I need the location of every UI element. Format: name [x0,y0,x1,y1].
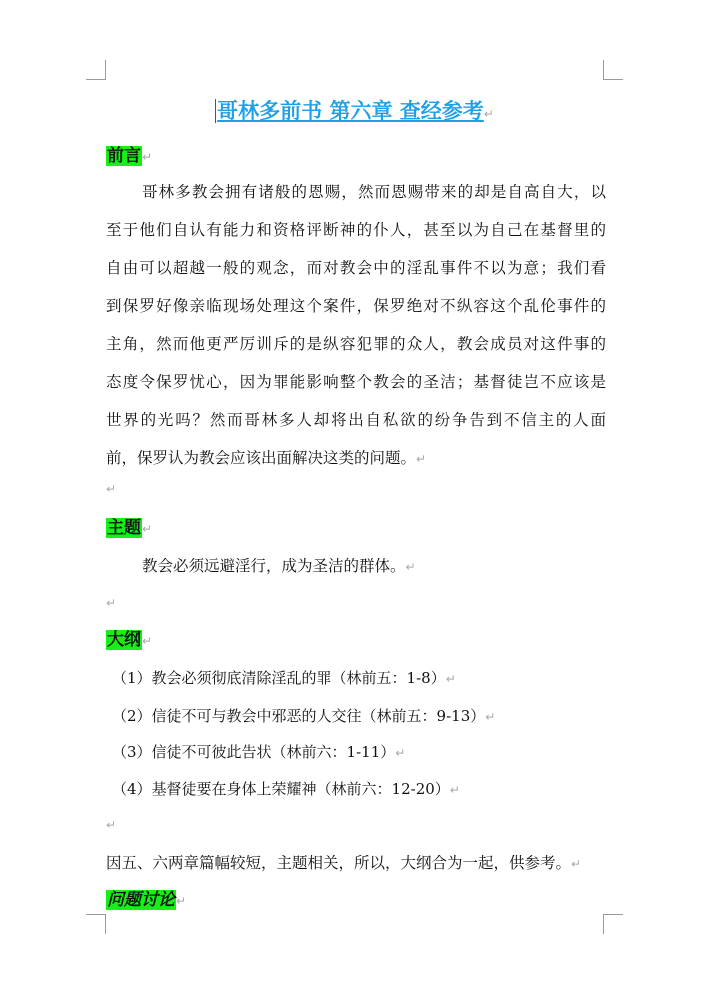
crop-mark-bottom-right [603,914,623,934]
preface-line: 主角，然而他更严厉训斥的是纵容犯罪的众人，教会成员对这件事的 [106,335,606,353]
heading-highlight: 大纲 [107,630,141,650]
section-heading-discussion [106,888,186,913]
paragraph-mark-icon: ↵ [142,522,153,536]
preface-line: 态度令保罗忧心，因为罪能影响整个教会的圣洁；基督徒岂不应该是 [106,373,606,391]
paragraph-mark-icon: ↵ [142,634,153,648]
paragraph-mark-icon: ↵ [405,560,416,574]
outline-item [112,740,405,765]
paragraph-mark-icon: ↵ [106,818,117,832]
paragraph-mark-icon: ↵ [176,894,187,908]
outline-item-text: （2）信徒不可与教会中邪恶的人交往（林前五：9-13） [112,707,486,725]
paragraph-mark-icon: ↵ [416,452,427,466]
preface-last-line-text: 前，保罗认为教会应该出面解决这类的问题。 [106,449,417,467]
paragraph-mark-icon: ↵ [106,482,117,496]
paragraph-mark-icon: ↵ [395,746,406,760]
preface-paragraph [106,173,606,478]
paragraph-mark-icon: ↵ [571,857,582,871]
preface-line [106,439,606,478]
section-heading-outline [106,628,152,653]
preface-line: 至于他们自认有能力和资格评断神的仆人，甚至以为自己在基督里的 [106,221,606,239]
paragraph-mark-icon: ↵ [449,783,460,797]
outline-note [106,851,581,876]
crop-mark-bottom-left [86,914,106,934]
paragraph-mark-icon: ↵ [106,596,117,610]
outline-item-text: （4）基督徒要在身体上荣耀神（林前六：12-20） [112,780,450,798]
paragraph-mark-icon: ↵ [485,710,496,724]
outline-item-text: （3）信徒不可彼此告状（林前六：1-11） [112,743,396,761]
heading-highlight: 前言 [107,146,141,166]
page-title-text: 哥林多前书 第六章 查经参考 [217,99,484,123]
outline-item [112,777,460,802]
crop-mark-top-left [86,60,106,80]
paragraph-mark-icon: ↵ [142,150,153,164]
section-heading-theme [106,516,152,541]
preface-line: 到保罗好像亲临现场处理这个案件，保罗绝对不纵容这个乱伦事件的 [106,297,606,315]
page-title [0,96,709,129]
outline-note-text: 因五、六两章篇幅较短，主题相关，所以，大纲合为一起，供参考。 [106,854,572,872]
paragraph-mark-icon: ↵ [445,672,456,686]
outline-item-text: （1）教会必须彻底清除淫乱的罪（林前五：1-8） [112,669,446,687]
paragraph-mark-icon: ↵ [483,107,494,121]
heading-highlight: 主题 [107,518,141,538]
outline-item [112,704,495,729]
theme-text [106,554,416,579]
outline-item [112,666,456,691]
section-heading-preface [106,144,152,169]
crop-mark-top-right [603,60,623,80]
preface-line: 自由可以超越一般的观念，而对教会中的淫乱事件不以为意；我们看 [106,259,606,277]
preface-line: 哥林多教会拥有诸般的恩赐，然而恩赐带来的却是自高自大，以 [142,183,606,201]
theme-text-content: 教会必须远避淫行，成为圣洁的群体。 [142,557,406,575]
preface-line: 世界的光吗？然而哥林多人却将出自私欲的纷争告到不信主的人面 [106,411,606,429]
heading-highlight: 问题讨论 [107,890,175,910]
